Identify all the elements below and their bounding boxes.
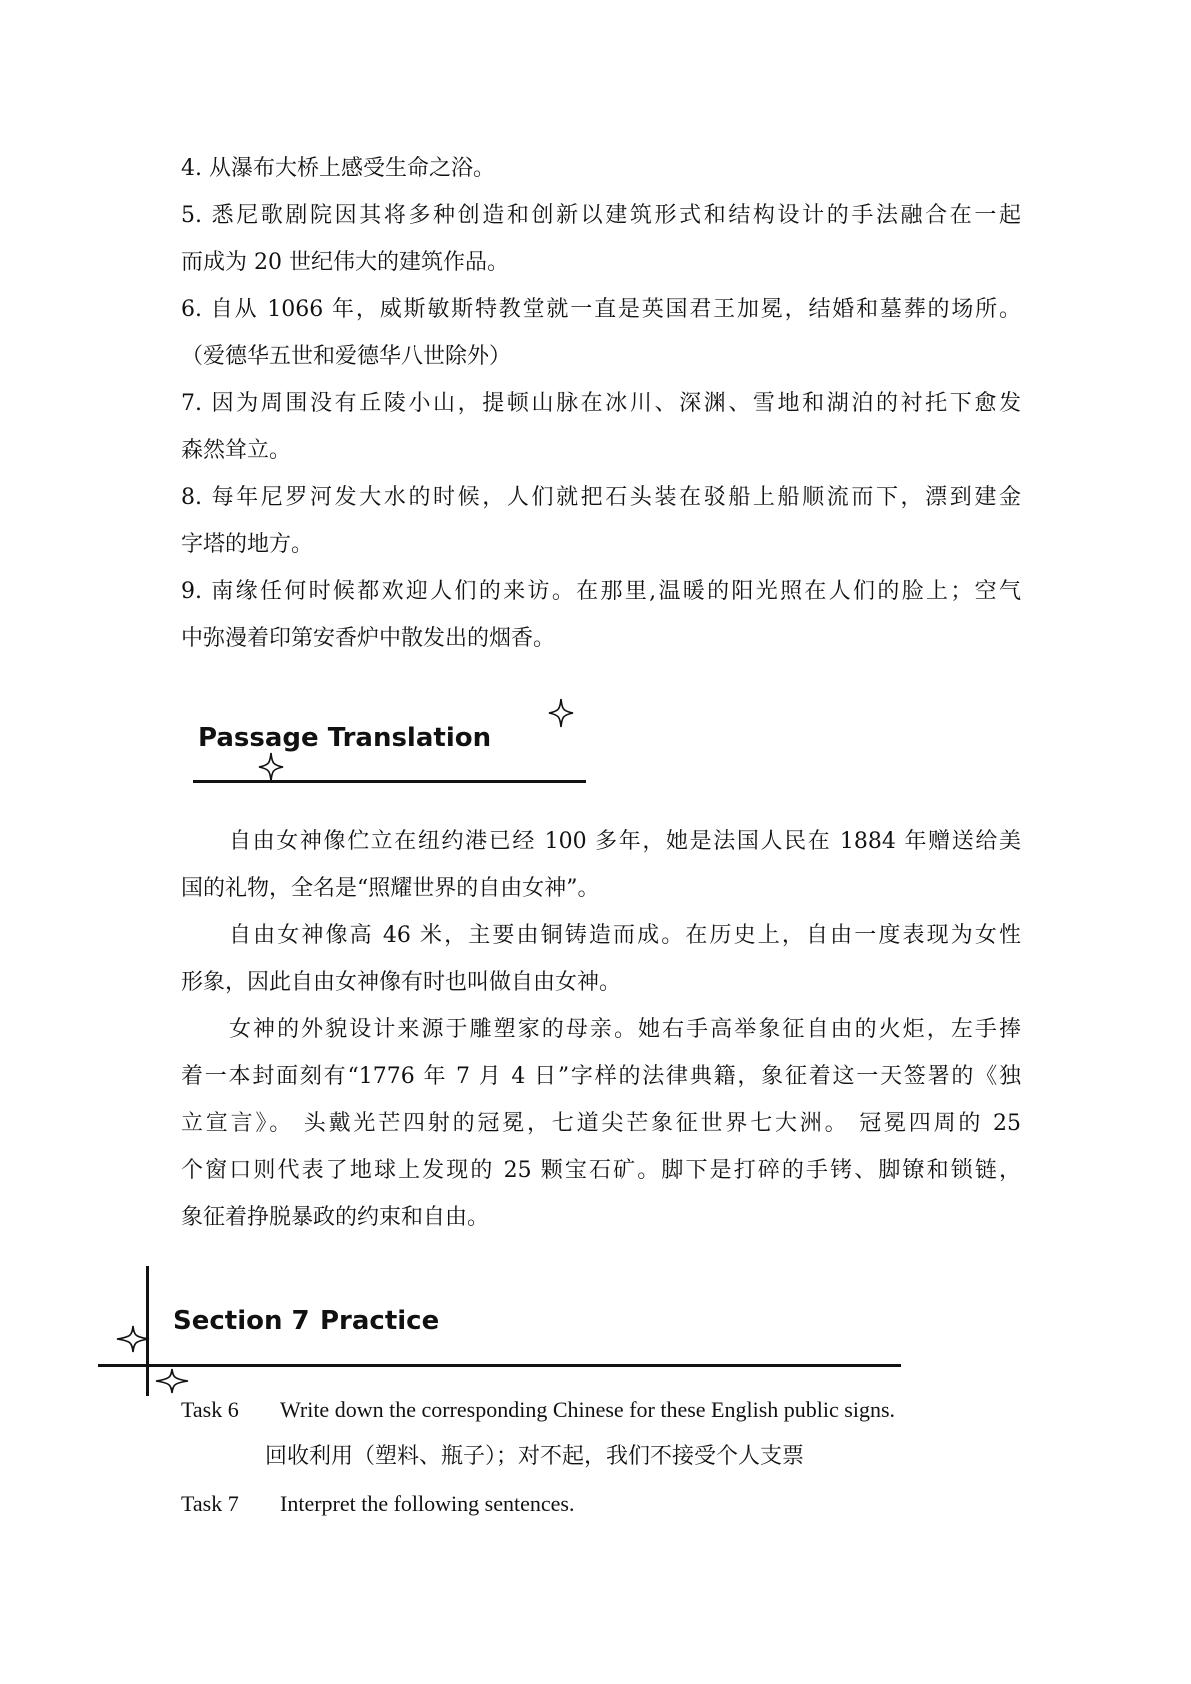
four-point-star-icon xyxy=(116,1325,150,1353)
task-6-instruction: Write down the corresponding Chinese for these English public signs. xyxy=(280,1397,896,1422)
sentence-9-line-2: 中弥漫着印第安香炉中散发出的烟香。 xyxy=(181,626,556,651)
heading-underline xyxy=(193,780,586,783)
passage-paragraph-3-line-5: 象征着挣脱暴政的约束和自由。 xyxy=(181,1205,490,1230)
passage-paragraph-3-line-2: 着一本封面刻有“1776 年 7 月 4 日”字样的法律典籍，象征着这一天签署的《独 xyxy=(181,1064,1021,1089)
task-6-label: Task 6 xyxy=(181,1397,239,1422)
four-point-star-icon xyxy=(548,698,574,728)
four-point-star-icon xyxy=(258,752,284,782)
sentence-8-line-2: 字塔的地方。 xyxy=(181,532,314,557)
sentence-7-line-1: 7. 因为周围没有丘陵小山，提顿山脉在冰川、深渊、雪地和湖泊的衬托下愈发 xyxy=(181,391,1021,416)
sentence-8-line-1: 8. 每年尼罗河发大水的时候，人们就把石头装在驳船上船顺流而下，漂到建金 xyxy=(181,485,1021,510)
passage-paragraph-3-line-1: 女神的外貌设计来源于雕塑家的母亲。她右手高举象征自由的火炬，左手捧 xyxy=(229,1017,1021,1042)
sentence-7-line-2: 森然耸立。 xyxy=(181,438,292,463)
passage-paragraph-3-line-4: 个窗口则代表了地球上发现的 25 颗宝石矿。脚下是打碎的手铐、脚镣和锁链， xyxy=(181,1158,1021,1183)
task-7-instruction: Interpret the following sentences. xyxy=(280,1491,575,1516)
sentence-9-line-1: 9. 南缘任何时候都欢迎人们的来访。在那里,温暖的阳光照在人们的脸上；空气 xyxy=(181,579,1021,604)
passage-paragraph-2-line-2: 形象，因此自由女神像有时也叫做自由女神。 xyxy=(181,970,622,995)
task-6-answer: 回收利用（塑料、瓶子）；对不起，我们不接受个人支票 xyxy=(265,1444,805,1469)
section-7-heading: Section 7 xyxy=(173,1306,310,1336)
passage-paragraph-1-line-2: 国的礼物，全名是“照耀世界的自由女神”。 xyxy=(181,876,600,901)
sentence-5-line-1: 5. 悉尼歌剧院因其将多种创造和创新以建筑形式和结构设计的手法融合在一起 xyxy=(181,203,1021,228)
passage-paragraph-1-line-1: 自由女神像伫立在纽约港已经 100 多年，她是法国人民在 1884 年赠送给美 xyxy=(229,829,1021,854)
passage-paragraph-2-line-1: 自由女神像高 46 米，主要由铜铸造而成。在历史上，自由一度表现为女性 xyxy=(229,923,1021,948)
passage-paragraph-3-line-3: 立宣言》。 头戴光芒四射的冠冕，七道尖芒象征世界七大洲。 冠冕四周的 25 xyxy=(181,1111,1021,1136)
task-7-label: Task 7 xyxy=(181,1491,239,1516)
section-horizontal-rule xyxy=(98,1364,901,1367)
four-point-star-icon xyxy=(155,1368,189,1394)
sentence-5-line-2: 而成为 20 世纪伟大的建筑作品。 xyxy=(181,250,509,275)
section-7-title: Practice xyxy=(320,1306,440,1336)
sentence-6-line-2: （爱德华五世和爱德华八世除外） xyxy=(181,344,512,369)
sentence-6-line-1: 6. 自从 1066 年，威斯敏斯特教堂就一直是英国君王加冕，结婚和墓葬的场所。 xyxy=(181,297,1021,322)
sentence-4-line-1: 4. 从瀑布大桥上感受生命之浴。 xyxy=(181,156,495,181)
passage-translation-heading: Passage Translation xyxy=(198,723,492,753)
